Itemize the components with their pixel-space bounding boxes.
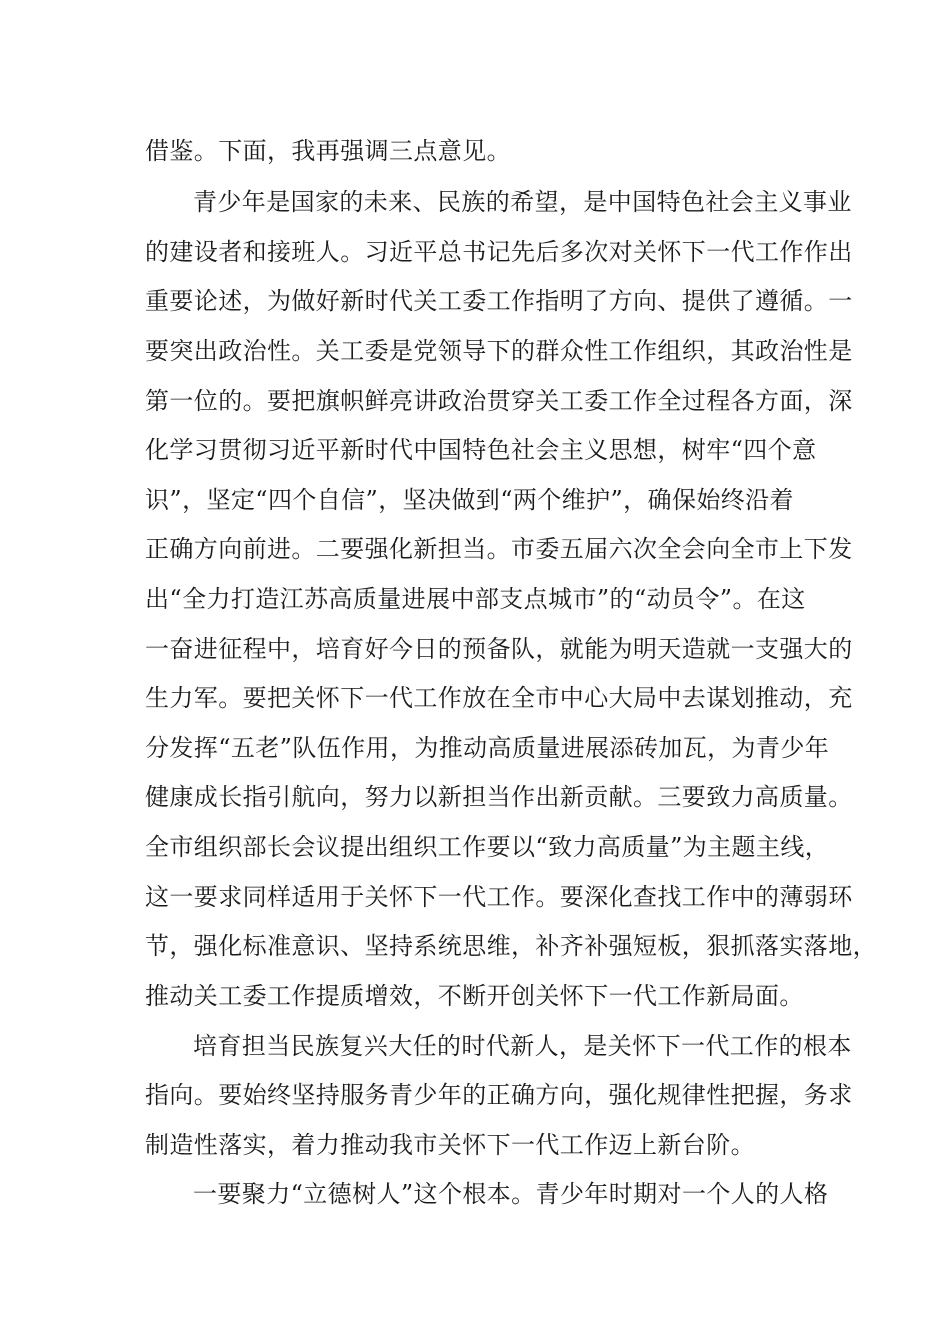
text-line-18: 推动关工委工作提质增效，不断开创关怀下一代工作新局面。 xyxy=(145,982,804,1010)
text-line-11: 一奋进征程中，培育好今日的预备队，就能为明天造就一支强大的 xyxy=(145,635,853,663)
text-line-15: 全市组织部长会议提出组织工作要以“致力高质量”为主题主线， xyxy=(145,833,830,861)
text-line-17: 节，强化标准意识、坚持系统思维，补齐补强短板，狠抓落实落地， xyxy=(145,932,877,960)
text-line-16: 这一要求同样适用于关怀下一代工作。要深化查找工作中的薄弱环 xyxy=(145,883,853,911)
text-line-1: 借鉴。下面，我再强调三点意见。 xyxy=(145,137,511,165)
text-line-21: 制造性落实，着力推动我市关怀下一代工作迈上新台阶。 xyxy=(145,1131,755,1159)
text-line-9: 正确方向前进。二要强化新担当。市委五届六次全会向全市上下发 xyxy=(145,535,853,563)
paragraph-start-line-19: 培育担当民族复兴大任的时代新人，是关怀下一代工作的根本 xyxy=(193,1032,852,1060)
text-line-14: 健康成长指引航向，努力以新担当作出新贡献。三要致力高质量。 xyxy=(145,783,853,811)
text-line-20: 指向。要始终坚持服务青少年的正确方向，强化规律性把握，务求 xyxy=(145,1081,853,1109)
paragraph-start-line-22: 一要聚力“立德树人”这个根本。青少年时期对一个人的人格 xyxy=(193,1180,829,1208)
text-line-5: 要突出政治性。关工委是党领导下的群众性工作组织，其政治性是 xyxy=(145,337,853,365)
text-line-6: 第一位的。要把旗帜鲜亮讲政治贯穿关工委工作全过程各方面，深 xyxy=(145,387,853,415)
text-line-10: 出“全力打造江苏高质量进展中部支点城市”的“动员令”。在这 xyxy=(145,585,806,613)
text-line-13: 分发挥“五老”队伍作用，为推动高质量进展添砖加瓦，为青少年 xyxy=(145,734,830,762)
text-line-12: 生力军。要把关怀下一代工作放在全市中心大局中去谋划推动，充 xyxy=(145,684,853,712)
text-line-4: 重要论述，为做好新时代关工委工作指明了方向、提供了遵循。一 xyxy=(145,287,853,315)
text-line-7: 化学习贯彻习近平新时代中国特色社会主义思想，树牢“四个意 xyxy=(145,436,817,464)
paragraph-start-line-2: 青少年是国家的未来、民族的希望，是中国特色社会主义事业 xyxy=(193,188,852,216)
text-line-8: 识”，坚定“四个自信”，坚决做到“两个维护”，确保始终沿着 xyxy=(145,486,794,514)
text-line-3: 的建设者和接班人。习近平总书记先后多次对关怀下一代工作作出 xyxy=(145,238,853,266)
